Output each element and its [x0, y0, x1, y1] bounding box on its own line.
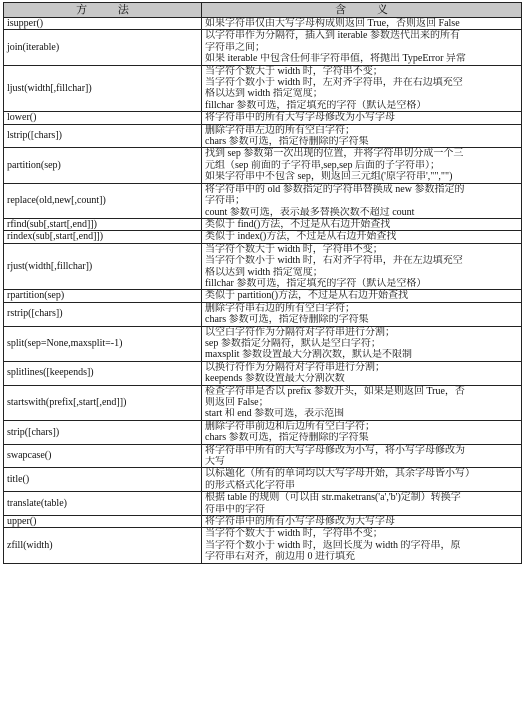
description-line: 当字符个数大于 width 时，字符串不变；: [205, 65, 383, 77]
description-line: 以标题化（所有的单词均以大写字母开始，其余字母皆小写）: [205, 468, 475, 480]
method-name: splitlines([keepends]): [4, 361, 202, 385]
description-line: sep 参数指定分隔符，默认是空白字符；: [205, 337, 381, 349]
method-name: lstrip([chars]): [4, 124, 202, 148]
method-name: strip([chars]): [4, 420, 202, 444]
string-methods-table: [3, 2, 522, 564]
method-name: join(iterable): [4, 30, 202, 65]
table-body: [4, 18, 522, 564]
method-name: rfind(sub[,start[,end]]): [4, 218, 202, 230]
description-line: start 和 end 参数可选，表示范围: [205, 408, 345, 420]
description-line: 如果 iterable 中包含任何非字符串值，将抛出 TypeError 异常: [205, 53, 466, 65]
table-row: [4, 65, 522, 112]
description-line: 以换行符作为分隔符对字符串进行分割；: [205, 361, 385, 373]
description-line: 当字符个数小于 width 时，返回长度为 width 的字符串，原: [205, 539, 461, 551]
method-name: partition(sep): [4, 148, 202, 183]
description-line: 符串中的字符: [205, 503, 265, 515]
description-line: 字符串右对齐，前边用 0 进行填充: [205, 551, 355, 563]
method-name: lower(): [4, 112, 202, 124]
description-line: 类似于 index()方法，不过是从右边开始查找: [205, 231, 397, 243]
description-line: 删除字符串前边和后边所有空白字符；: [205, 420, 375, 432]
table-header: [4, 3, 522, 18]
description-line: 格以达到 width 指定宽度；: [205, 266, 323, 278]
method-description: [202, 528, 522, 563]
table-row: [4, 231, 522, 243]
description-line: 删除字符串右边的所有空白字符；: [205, 302, 355, 314]
header-row: [4, 3, 522, 18]
method-name: upper(): [4, 516, 202, 528]
description-line: 类似于 partition()方法，不过是从右边开始查找: [205, 290, 409, 302]
description-line: 如果字符串中不包含 sep，则返回三元组('原字符串',"",""): [205, 171, 453, 183]
method-description: [202, 65, 522, 112]
table-row: [4, 444, 522, 468]
method-name: rstrip([chars]): [4, 302, 202, 326]
description-line: 则返回 False；: [205, 397, 269, 408]
table-row: [4, 528, 522, 563]
method-description: [202, 361, 522, 385]
description-line: 将字符串中的 old 参数指定的字符串替换成 new 参数指定的: [205, 183, 465, 195]
description-line: 将字符串中的所有小写字母修改为大写字母: [205, 516, 395, 528]
table-row: [4, 468, 522, 492]
method-name: swapcase(): [4, 444, 202, 468]
method-description: [202, 231, 522, 243]
method-description: [202, 326, 522, 361]
table-row: [4, 516, 522, 528]
description-line: 类似于 find()方法，不过是从右边开始查找: [205, 218, 391, 230]
method-description: [202, 18, 522, 30]
description-line: maxsplit 参数设置最大分割次数，默认是不限制: [205, 349, 412, 361]
method-description: [202, 492, 522, 516]
method-description: [202, 468, 522, 492]
method-name: rindex(sub[,start[,end]]): [4, 231, 202, 243]
method-name: ljust(width[,fillchar]): [4, 65, 202, 112]
method-name: startswith(prefix[,start[,end]]): [4, 385, 202, 420]
method-description: [202, 124, 522, 148]
method-description: [202, 112, 522, 124]
method-name: rjust(width[,fillchar]): [4, 243, 202, 290]
description-line: 找到 sep 参数第一次出现的位置，并将字符串切分成一个三: [205, 148, 464, 160]
table-row: [4, 326, 522, 361]
description-line: 将字符串中所有的大写字母修改为小写，将小写字母修改为: [205, 444, 465, 456]
table-row: [4, 290, 522, 302]
description-line: 以字符串作为分隔符，插入到 iterable 参数迭代出来的所有: [205, 30, 460, 42]
method-name: zfill(width): [4, 528, 202, 563]
description-line: 元组（sep 前面的子字符串,sep,sep 后面的子字符串）；: [205, 159, 440, 171]
method-name: split(sep=None,maxsplit=-1): [4, 326, 202, 361]
method-name: rpartition(sep): [4, 290, 202, 302]
table-row: [4, 18, 522, 30]
description-line: 当字符个数小于 width 时，右对齐字符串，并在左边填充空: [205, 255, 463, 267]
description-line: 检查字符串是否以 prefix 参数开头，如果是则返回 True，否: [205, 385, 465, 397]
method-description: [202, 302, 522, 326]
description-line: chars 参数可选，指定待删除的字符集: [205, 314, 369, 326]
table-row: [4, 420, 522, 444]
description-line: 当字符个数小于 width 时，左对齐字符串，并在右边填充空: [205, 77, 463, 89]
description-line: 的形式格式化字符串: [205, 479, 295, 491]
header-meaning: 含 义: [202, 3, 522, 18]
method-description: [202, 516, 522, 528]
table-row: [4, 492, 522, 516]
description-line: 删除字符串左边的所有空白字符；: [205, 124, 355, 136]
table-row: [4, 30, 522, 65]
table-row: [4, 148, 522, 183]
method-description: [202, 290, 522, 302]
description-line: 根据 table 的规则（可以由 str.maketrans('a','b')定制）转换字: [205, 492, 461, 504]
description-line: fillchar 参数可选，指定填充的字符（默认是空格）: [205, 99, 427, 111]
table-row: [4, 243, 522, 290]
method-name: title(): [4, 468, 202, 492]
description-line: 格以达到 width 指定宽度；: [205, 88, 323, 100]
description-line: 大写: [205, 456, 225, 468]
header-method: 方 法: [4, 3, 202, 18]
description-line: 字符串之间；: [205, 41, 265, 53]
description-line: 字符串；: [205, 195, 245, 207]
table-row: [4, 302, 522, 326]
method-description: [202, 30, 522, 65]
table-row: [4, 183, 522, 218]
description-line: keepends 参数设置最大分割次数: [205, 373, 345, 385]
method-description: [202, 385, 522, 420]
method-description: [202, 420, 522, 444]
description-line: 当字符个数大于 width 时，字符串不变；: [205, 528, 383, 540]
description-line: fillchar 参数可选，指定填充的字符（默认是空格）: [205, 277, 427, 289]
method-description: [202, 183, 522, 218]
description-line: count 参数可选，表示最多替换次数不超过 count: [205, 206, 415, 218]
method-name: replace(old,new[,count]): [4, 183, 202, 218]
table-row: [4, 361, 522, 385]
description-line: chars 参数可选，指定待删除的字符集: [205, 432, 369, 444]
description-line: 将字符串中的所有大写字母修改为小写字母: [205, 112, 395, 124]
method-description: [202, 218, 522, 230]
description-line: 当字符个数大于 width 时，字符串不变；: [205, 243, 383, 255]
table-row: [4, 385, 522, 420]
method-description: [202, 148, 522, 183]
method-description: [202, 243, 522, 290]
table-row: [4, 218, 522, 230]
table-row: [4, 124, 522, 148]
method-name: isupper(): [4, 18, 202, 30]
method-name: translate(table): [4, 492, 202, 516]
description-line: chars 参数可选，指定待删除的字符集: [205, 136, 369, 148]
method-description: [202, 444, 522, 468]
description-line: 如果字符串仅由大写字母构成则返回 True，否则返回 False: [205, 18, 460, 29]
table-row: [4, 112, 522, 124]
description-line: 以空白字符作为分隔符对字符串进行分割；: [205, 326, 395, 338]
